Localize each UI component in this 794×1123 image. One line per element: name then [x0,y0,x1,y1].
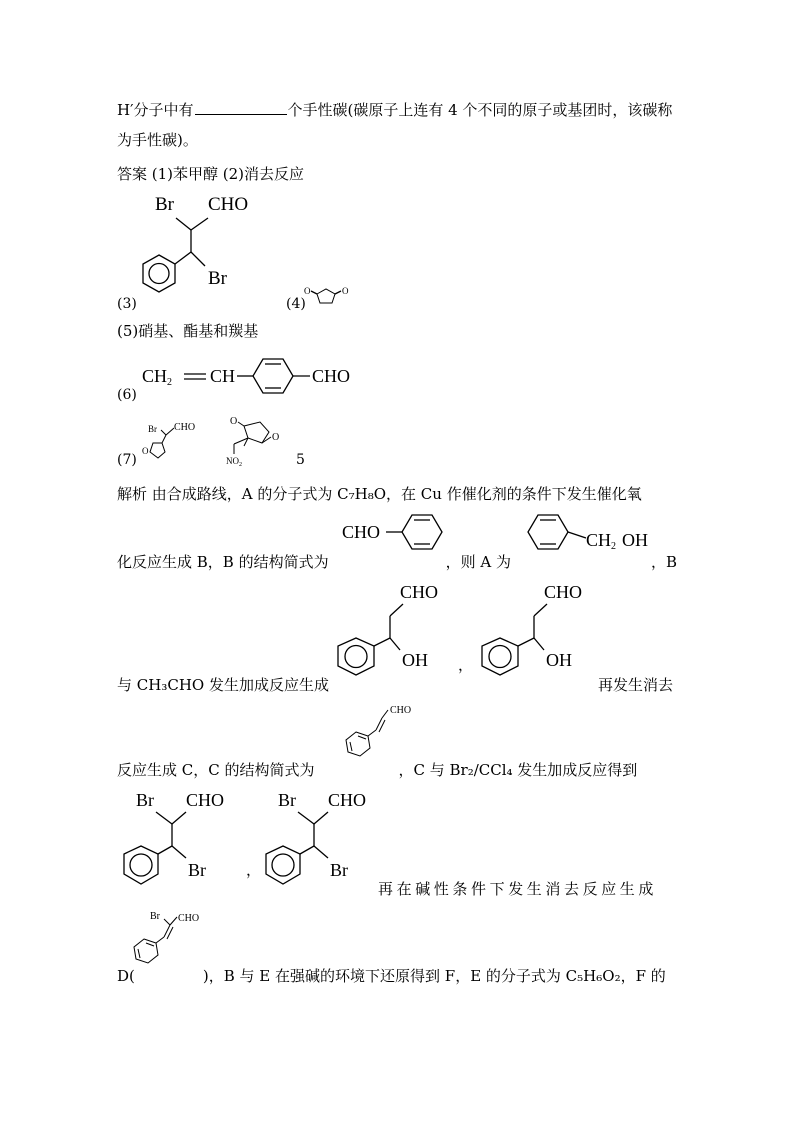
atom-label: CH2 [142,366,173,388]
atom-label: Br [155,194,174,215]
atom-label: Br [330,860,348,880]
answer-blank[interactable] [195,100,287,115]
atom-label: Br [136,790,154,810]
atom-label: CHO [312,366,351,386]
atom-label: CHO [186,790,225,810]
analysis-line-2 [117,552,677,572]
text-fragment: ，则 A 为 [445,553,511,571]
atom-label: OH [546,650,572,670]
analysis-line-1: 解析 由合成路线，A 的分子式为 C₇H₈O，在 Cu 作催化剂的条件下发生催化氧 [117,485,642,503]
atom-label: Br [148,424,157,434]
text-fragment-comma: ， [246,861,262,879]
analysis-line-3 [117,675,329,695]
structure-hydroxy-aldehyde-1 [330,580,450,675]
answer-value: 5 [296,452,305,468]
atom-label: OH [402,650,428,670]
atom-label: O [142,446,149,456]
atom-label: Br [208,268,227,289]
atom-label: CHO [178,913,200,924]
item-label: (7) [117,452,137,468]
text-line-1 [117,100,672,120]
item-label: (3) [117,296,137,312]
structure-7-nitro-dione [222,410,292,468]
text-fragment: 与 CH₃CHO 发生加成反应生成 [117,676,329,694]
text-line-2: 为手性碳)。 [117,131,198,149]
atom-label: CHO [208,194,249,215]
atom-label: CH [210,366,236,386]
text-fragment: 化反应生成 B，B 的结构简式为 [117,553,329,571]
answer-line: 答案 (1)苯甲醇 (2)消去反应 [117,165,305,183]
analysis-line-5 [378,879,657,899]
text-fragment: 个手性碳(碳原子上连有 4 个不同的原子或基团时，该碳称 [287,101,673,119]
atom-label: CHO [390,705,412,716]
text-fragment: 再在碱性条件下发生消去反应生成 [378,880,658,898]
atom-label: O [342,286,349,296]
atom-label: O [230,416,238,427]
item-label: (6) [117,387,137,403]
atom-label: $NO_2$ [226,456,242,468]
text-fragment: ，B [650,553,677,571]
structure-7-bromofuranyl-aldehyde [134,418,204,468]
text-fragment: H′分子中有 [117,101,194,119]
analysis-line-4 [117,760,637,780]
atom-label: O [272,432,280,443]
answer-5: (5)硝基、酯基和羰基 [117,322,259,340]
structure-3-dibromo-aldehyde [130,192,270,307]
atom-label: Br [150,911,160,922]
analysis-line-6 [117,966,666,986]
structure-4-cyclopentanedione [304,280,364,310]
atom-label: Br [278,790,296,810]
text-fragment: D( [117,967,135,985]
atom-label: CHO [174,422,196,433]
atom-label: CHO [544,582,583,602]
text-fragment: 反应生成 C，C 的结构简式为 [117,761,315,779]
atom-label: CHO [342,522,381,542]
text-fragment-comma: ， [458,656,474,674]
item-label: (4) [286,296,306,312]
structure-dibromo-aldehyde-2 [260,788,400,888]
atom-label: CH2 OH [586,530,649,552]
atom-label: CHO [400,582,439,602]
structure-hydroxy-aldehyde-2 [474,580,594,675]
structure-dibromo-aldehyde-1 [118,788,258,888]
text-fragment: ，C 与 Br₂/CCl₄ 发生加成反应得到 [398,761,638,779]
atom-label: O [304,286,311,296]
text-fragment: 再发生消去 [598,676,674,694]
structure-6-vinylbenzaldehyde [140,354,390,398]
atom-label: Br [188,860,206,880]
atom-label: CHO [328,790,367,810]
text-fragment: )，B 与 E 在强碱的环境下还原得到 F，E 的分子式为 C₅H₆O₂，F 的 [202,967,666,985]
